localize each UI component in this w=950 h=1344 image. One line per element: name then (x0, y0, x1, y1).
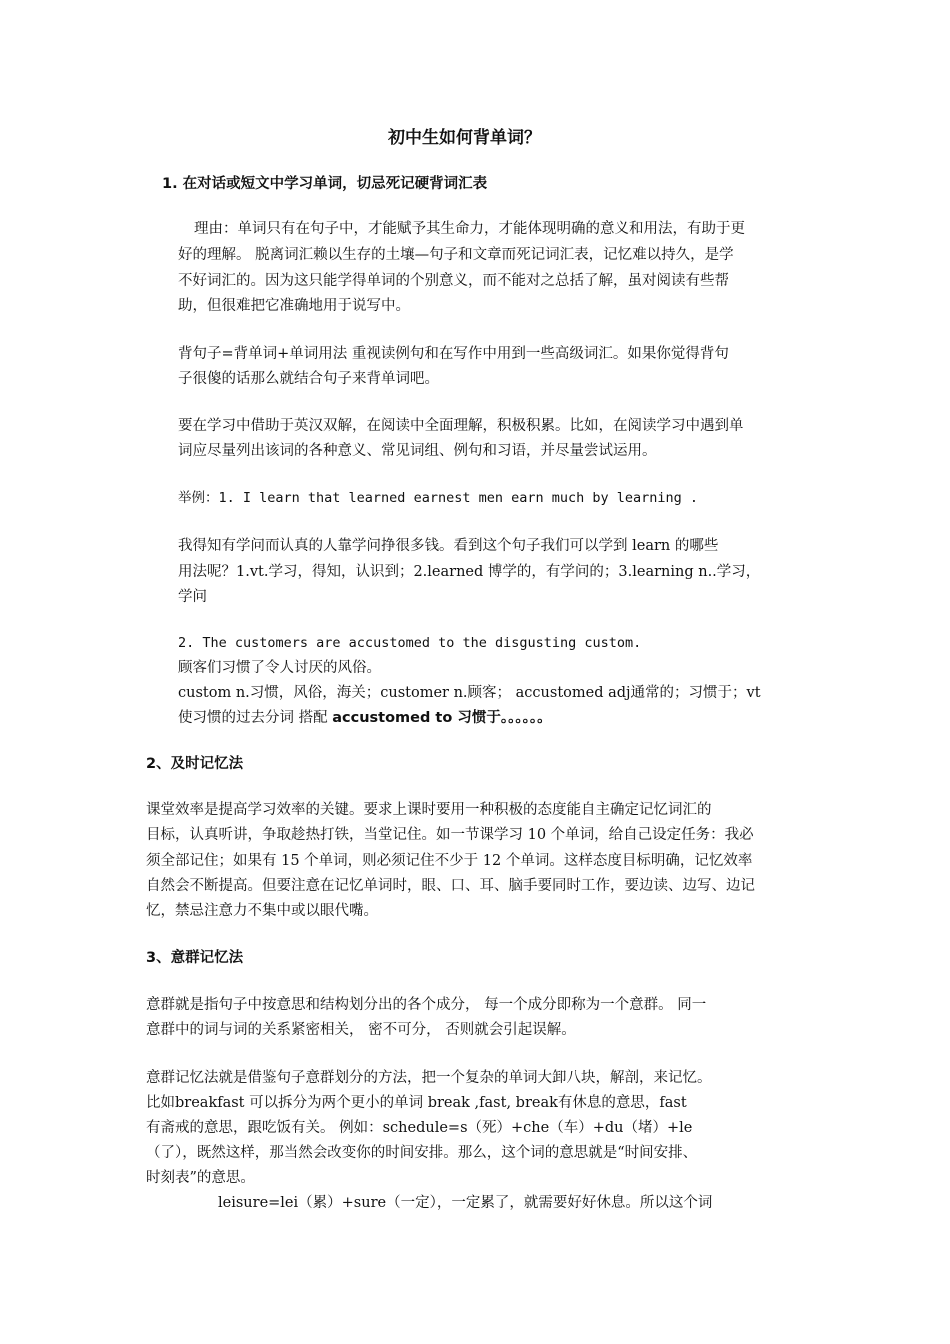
section-3-heading: 3、意群记忆法 (146, 950, 244, 966)
section-2-line-5: 忆，禁忌注意力不集中或以眼代嘴。 (146, 903, 378, 919)
section-3-method-line-1: 意群记忆法就是借鉴句子意群划分的方法，把一个复杂的单词大卸八块，解剖，来记忆。 (146, 1070, 712, 1086)
section-2-line-1: 课堂效率是提高学习效率的关键。要求上课时要用一种积极的态度能自主确定记忆词汇的 (146, 802, 712, 818)
example-1-explain-line-2: 用法呢？1.vt.学习，得知，认识到；2.learned 博学的，有学问的；3.learning n..学习， (178, 564, 761, 580)
section-3-method-line-3: 有斋戒的意思，跟吃饭有关。 例如：schedule=s（死）+che（车）+du（堵）+le (146, 1120, 693, 1136)
section-3-def-line-2: 意群中的词与词的关系紧密相关， 密不可分， 否则就会引起误解。 (146, 1022, 576, 1038)
section-3-method-line-5: 时刻表”的意思。 (146, 1170, 255, 1186)
sentence-tip-line-1: 背句子=背单词+单词用法 重视读例句和在写作中用到一些高级词汇。如果你觉得背句 (178, 346, 729, 362)
section-3-method-line-6: leisure=lei（累）+sure（一定），一定累了，就需要好好休息。所以这个词 (218, 1195, 713, 1211)
example-2-words-line-1: custom n.习惯，风俗，海关；customer n.顾客； accustomed adj通常的；习惯于；vt (178, 685, 761, 701)
section-2-line-4: 自然会不断提高。但要注意在记忆单词时，眼、口、耳、脑手要同时工作，要边读、边写、边记 (146, 878, 755, 894)
reason-line-2: 好的理解。 脱离词汇赖以生存的土壤—句子和文章而死记词汇表，记忆难以持久，是学 (178, 247, 734, 263)
reason-line-1: 理由：单词只有在句子中，才能赋予其生命力，才能体现明确的意义和用法，有助于更 (194, 221, 745, 237)
example-1-sentence: 举例：1. I learn that learned earnest men earn much by learning . (178, 490, 699, 506)
section-2-line-3: 须全部记住；如果有 15 个单词，则必须记住不少于 12 个单词。这样态度目标明确，记忆效率 (146, 853, 753, 869)
example-2-sentence: 2. The customers are accustomed to the disgusting custom. (178, 635, 642, 651)
reason-line-4: 助，但很难把它准确地用于说写中。 (178, 298, 410, 314)
dictionary-tip-line-1: 要在学习中借助于英汉双解，在阅读中全面理解，积极积累。比如，在阅读学习中遇到单 (178, 418, 744, 434)
section-2-heading: 2、及时记忆法 (146, 756, 244, 772)
collocation-highlight: accustomed to 习惯于。。。。。。 (332, 710, 552, 726)
sentence-tip-line-2: 子很傻的话那么就结合句子来背单词吧。 (178, 371, 439, 387)
collocation-prefix: 使习惯的过去分词 搭配 (178, 710, 333, 726)
section-1-heading: 1. 在对话或短文中学习单词，切忌死记硬背词汇表 (162, 176, 488, 192)
example-2-translation: 顾客们习惯了令人讨厌的风俗。 (178, 660, 381, 676)
section-3-method-line-4: （了），既然这样，那当然会改变你的时间安排。那么，这个词的意思就是“时间安排、 (146, 1145, 698, 1161)
reason-line-3: 不好词汇的。因为这只能学得单词的个别意义，而不能对之总括了解，虽对阅读有些帮 (178, 273, 729, 289)
section-3-def-line-1: 意群就是指句子中按意思和结构划分出的各个成分， 每一个成分即称为一个意群。 同一 (146, 997, 707, 1013)
page-title: 初中生如何背单词？ (388, 128, 541, 148)
section-2-line-2: 目标，认真听讲，争取趁热打铁，当堂记住。如一节课学习 10 个单词，给自己设定任务：我必 (146, 827, 754, 843)
example-1-explain-line-1: 我得知有学问而认真的人靠学问挣很多钱。看到这个句子我们可以学到 learn 的哪些 (178, 538, 719, 554)
example-2-words-line-2 (178, 706, 552, 730)
dictionary-tip-line-2: 词应尽量列出该词的各种意义、常见词组、例句和习语，并尽量尝试运用。 (178, 443, 657, 459)
section-3-method-line-2: 比如breakfast 可以拆分为两个更小的单词 break ,fast, break有休息的意思，fast (146, 1095, 687, 1111)
example-1-explain-line-3: 学问 (178, 589, 207, 605)
